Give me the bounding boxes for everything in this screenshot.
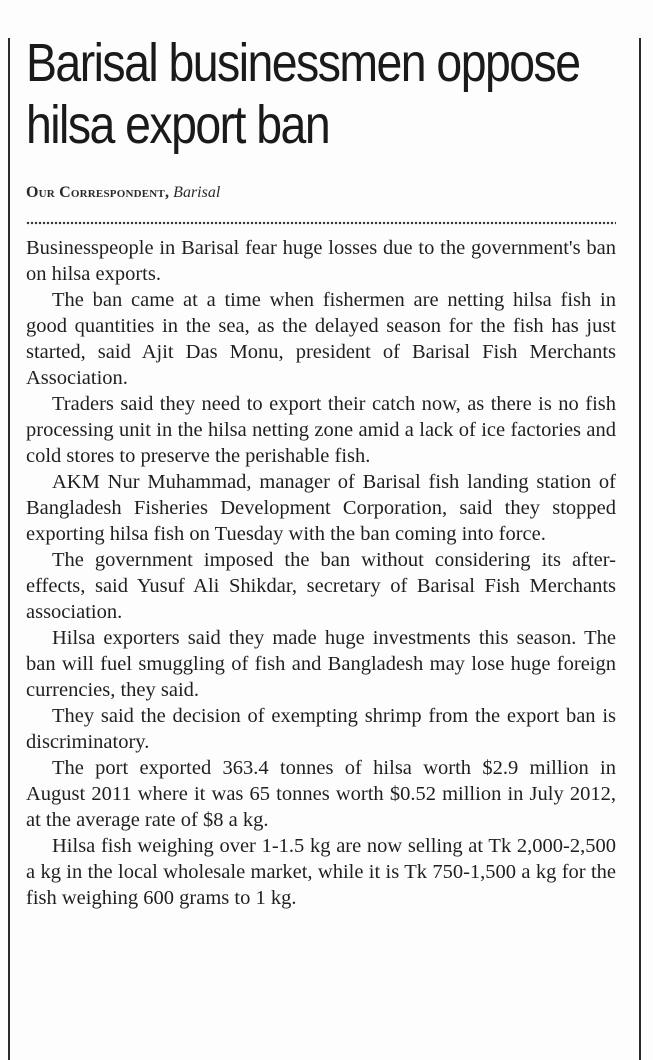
paragraph: The port exported 363.4 tonnes of hilsa worth $2.9 million in August 2011 where it was 65 tonnes worth $0.52 million in July 2012, at the average rate of $8 a kg. — [26, 757, 616, 831]
article-body — [26, 235, 616, 911]
byline — [26, 183, 220, 203]
column-rule-right — [639, 38, 641, 1060]
paragraph: Hilsa fish weighing over 1-1.5 kg are now selling at Tk 2,000-2,500 a kg in the local wholesale market, while it is Tk 750-1,500 a kg for the fish weighing 600 grams to 1 kg. — [26, 835, 616, 909]
headline-line-2: hilsa export ban — [26, 95, 330, 155]
paragraph: Hilsa exporters said they made huge investments this season. The ban will fuel smuggling of fish and Bangladesh may lose huge foreign currencies, they said. — [26, 627, 616, 701]
paragraph: The ban came at a time when fishermen are netting hilsa fish in good quantities in the sea, as the delayed season for the fish has just started, said Ajit Das Monu, president of Barisal Fish Merchants Association. — [26, 289, 616, 389]
paragraph: Traders said they need to export their catch now, as there is no fish processing unit in the hilsa netting zone amid a lack of ice factories and cold stores to preserve the perishable fish. — [26, 393, 616, 467]
paragraph: Businesspeople in Barisal fear huge losses due to the government's ban on hilsa exports. — [26, 237, 616, 285]
headline — [26, 32, 580, 156]
column-rule-left — [8, 38, 10, 1060]
dotted-divider — [26, 221, 616, 225]
paragraph: The government imposed the ban without considering its after-effects, said Yusuf Ali Shikdar, secretary of Barisal Fish Merchants association. — [26, 549, 616, 623]
paragraph: They said the decision of exempting shrimp from the export ban is discriminatory. — [26, 705, 616, 753]
headline-line-1: Barisal businessmen oppose — [26, 33, 580, 93]
byline-name: Our Correspondent, — [26, 184, 170, 201]
paragraph: AKM Nur Muhammad, manager of Barisal fish landing station of Bangladesh Fisheries Development Corporation, said they stopped exporting hilsa fish on Tuesday with the ban coming into force. — [26, 471, 616, 545]
byline-place: Barisal — [173, 184, 221, 201]
